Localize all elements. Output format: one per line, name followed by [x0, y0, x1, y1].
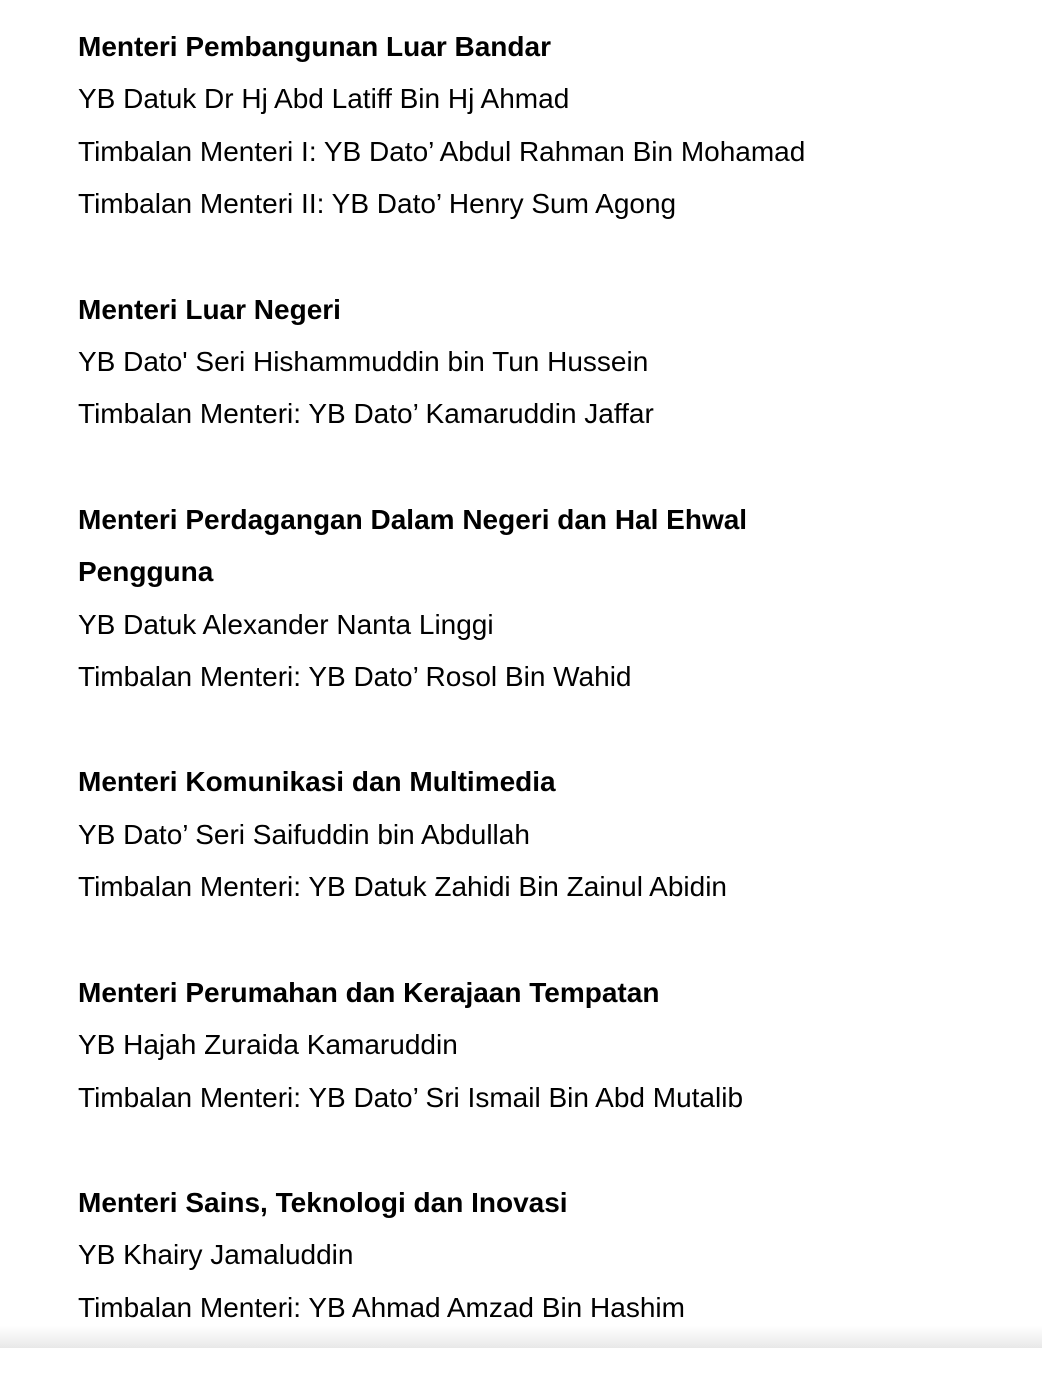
ministry-section — [78, 756, 978, 913]
ministry-heading: Menteri Sains, Teknologi dan Inovasi — [78, 1186, 568, 1218]
ministry-section — [78, 1177, 978, 1334]
minister-name: YB Dato’ Seri Saifuddin bin Abdullah — [78, 818, 530, 850]
ministry-heading-line: Pengguna — [78, 556, 214, 588]
ministry-heading: Menteri Perumahan dan Kerajaan Tempatan — [78, 976, 660, 1008]
deputy-minister: Timbalan Menteri: YB Ahmad Amzad Bin Hashim — [78, 1291, 685, 1323]
minister-name: YB Datuk Dr Hj Abd Latiff Bin Hj Ahmad — [78, 83, 570, 115]
minister-name: YB Hajah Zuraida Kamaruddin — [78, 1029, 458, 1061]
ministry-heading: Menteri Komunikasi dan Multimedia — [78, 766, 556, 798]
page-bottom-shadow — [0, 1326, 1042, 1348]
ministry-heading: Menteri Pembangunan Luar Bandar — [78, 31, 551, 62]
deputy-minister: Timbalan Menteri I: YB Dato’ Abdul Rahman Bin Mohamad — [78, 135, 806, 167]
deputy-minister: Timbalan Menteri II: YB Dato’ Henry Sum Agong — [78, 188, 677, 220]
ministry-section — [78, 967, 978, 1124]
ministry-heading: Menteri Luar Negeri — [78, 293, 341, 325]
minister-name: YB Datuk Alexander Nanta Linggi — [78, 608, 494, 640]
ministry-section — [78, 494, 978, 704]
deputy-minister: Timbalan Menteri: YB Dato’ Sri Ismail Bin Abd Mutalib — [78, 1081, 744, 1113]
minister-name: YB Khairy Jamaluddin — [78, 1239, 354, 1271]
document-page — [78, 21, 978, 1387]
ministry-section — [78, 21, 978, 231]
deputy-minister: Timbalan Menteri: YB Datuk Zahidi Bin Zainul Abidin — [78, 871, 727, 903]
minister-name: YB Dato' Seri Hishammuddin bin Tun Hussein — [78, 346, 649, 378]
ministry-heading-line: Menteri Perdagangan Dalam Negeri dan Hal Ehwal — [78, 503, 748, 535]
deputy-minister: Timbalan Menteri: YB Dato’ Rosol Bin Wahid — [78, 661, 632, 693]
ministry-section — [78, 284, 978, 441]
deputy-minister: Timbalan Menteri: YB Dato’ Kamaruddin Jaffar — [78, 398, 654, 430]
